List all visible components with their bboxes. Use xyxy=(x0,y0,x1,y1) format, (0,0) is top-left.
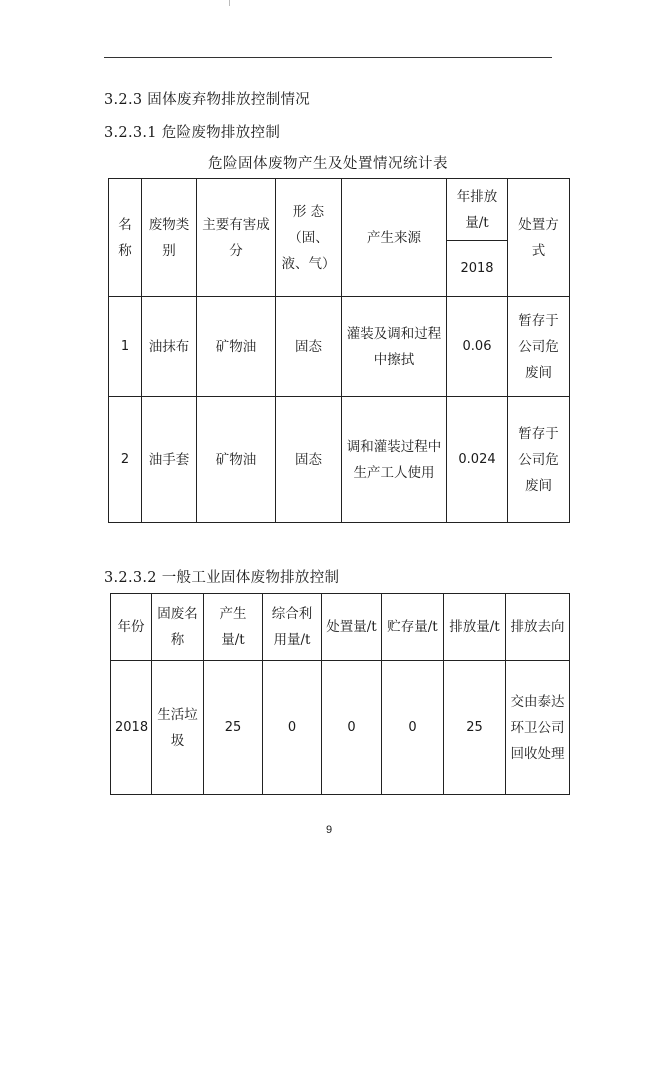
table-row xyxy=(111,661,570,795)
header-name: 名称 xyxy=(109,179,142,297)
header-disposal: 处置方式 xyxy=(508,179,570,297)
table1-caption: 危险固体废物产生及处置情况统计表 xyxy=(208,156,448,172)
row-produced: 25 xyxy=(204,661,263,795)
header-destination: 排放去向 xyxy=(506,594,570,661)
header-produced: 产生量/t xyxy=(204,594,263,661)
row-disposal: 暂存于公司危废间 xyxy=(508,397,570,523)
header-utilized: 综合利用量/t xyxy=(263,594,322,661)
header-stored: 贮存量/t xyxy=(382,594,444,661)
row-no: 2 xyxy=(109,397,142,523)
row-no: 1 xyxy=(109,297,142,397)
header-form: 形 态（固、液、气） xyxy=(276,179,342,297)
scan-mark xyxy=(229,0,230,6)
header-waste-name: 固废名称 xyxy=(152,594,204,661)
header-rule xyxy=(104,57,552,58)
section-heading: 3.2.3 固体废弃物排放控制情况 xyxy=(104,92,311,108)
header-year: 年份 xyxy=(111,594,152,661)
row-destination: 交由泰达环卫公司回收处理 xyxy=(506,661,570,795)
row-waste-name: 生活垃圾 xyxy=(152,661,204,795)
row-discharged: 25 xyxy=(444,661,506,795)
page-number: 9 xyxy=(325,824,333,836)
header-source: 产生来源 xyxy=(342,179,447,297)
header-discharged: 排放量/t xyxy=(444,594,506,661)
row-category: 油抹布 xyxy=(142,297,197,397)
subsection-heading-hazardous: 3.2.3.1 危险废物排放控制 xyxy=(104,125,281,141)
row-treated: 0 xyxy=(322,661,382,795)
row-form: 固态 xyxy=(276,397,342,523)
row-amount: 0.024 xyxy=(447,397,508,523)
hazardous-waste-table xyxy=(108,178,570,523)
header-treated: 处置量/t xyxy=(322,594,382,661)
header-annual: 年排放量/t xyxy=(447,179,508,241)
subsection-heading-general: 3.2.3.2 一般工业固体废物排放控制 xyxy=(104,570,340,586)
row-utilized: 0 xyxy=(263,661,322,795)
row-component: 矿物油 xyxy=(197,297,276,397)
row-disposal: 暂存于公司危废间 xyxy=(508,297,570,397)
row-source: 调和灌装过程中生产工人使用 xyxy=(342,397,447,523)
header-year: 2018 xyxy=(447,241,508,297)
row-category: 油手套 xyxy=(142,397,197,523)
row-component: 矿物油 xyxy=(197,397,276,523)
general-waste-table xyxy=(110,593,570,795)
row-form: 固态 xyxy=(276,297,342,397)
header-component: 主要有害成分 xyxy=(197,179,276,297)
table-row xyxy=(109,297,570,397)
table-row xyxy=(109,397,570,523)
row-amount: 0.06 xyxy=(447,297,508,397)
row-source: 灌装及调和过程中擦拭 xyxy=(342,297,447,397)
row-year: 2018 xyxy=(111,661,152,795)
header-category: 废物类别 xyxy=(142,179,197,297)
row-stored: 0 xyxy=(382,661,444,795)
